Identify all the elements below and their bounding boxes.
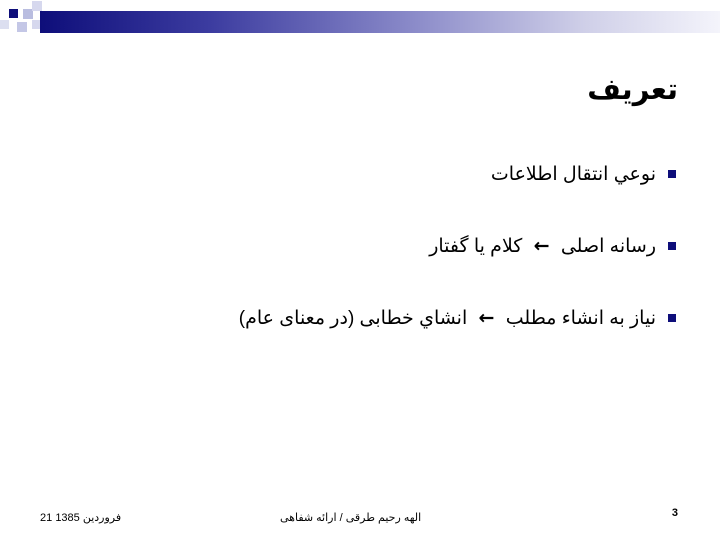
header-gradient-bar (40, 11, 720, 33)
bullet-text (429, 235, 656, 258)
decor-square (9, 9, 18, 18)
bullet-text-after: انشاي خطابی (در معنای عام) (238, 307, 468, 329)
bullet-list (76, 158, 676, 374)
bullet-text (491, 163, 656, 186)
bullet-item (76, 230, 676, 262)
slide-title: تعريف (587, 74, 678, 106)
bullet-square-icon (668, 242, 676, 250)
arrow-left-icon: ← (533, 234, 550, 257)
footer-date: فروردین 1385 21 (40, 512, 122, 524)
decor-square (32, 1, 42, 11)
arrow-left-icon: ← (478, 306, 495, 329)
page-number: 3 (671, 507, 678, 519)
bullet-square-icon (668, 314, 676, 322)
bullet-item (76, 302, 676, 334)
decor-square (0, 20, 9, 29)
bullet-text-before: نیاز به انشاء مطلب (505, 307, 656, 329)
bullet-square-icon (668, 170, 676, 178)
bullet-item (76, 158, 676, 190)
footer-presenter: الهه رحیم طرقی / ارائه شفاهی (280, 512, 422, 524)
bullet-text-before: نوعي انتقال اطلاعات (490, 163, 656, 185)
bullet-text (239, 307, 656, 330)
bullet-text-before: رسانه اصلی (560, 235, 656, 257)
decor-square (17, 22, 27, 32)
bullet-text-after: کلام یا گفتار (429, 235, 523, 257)
